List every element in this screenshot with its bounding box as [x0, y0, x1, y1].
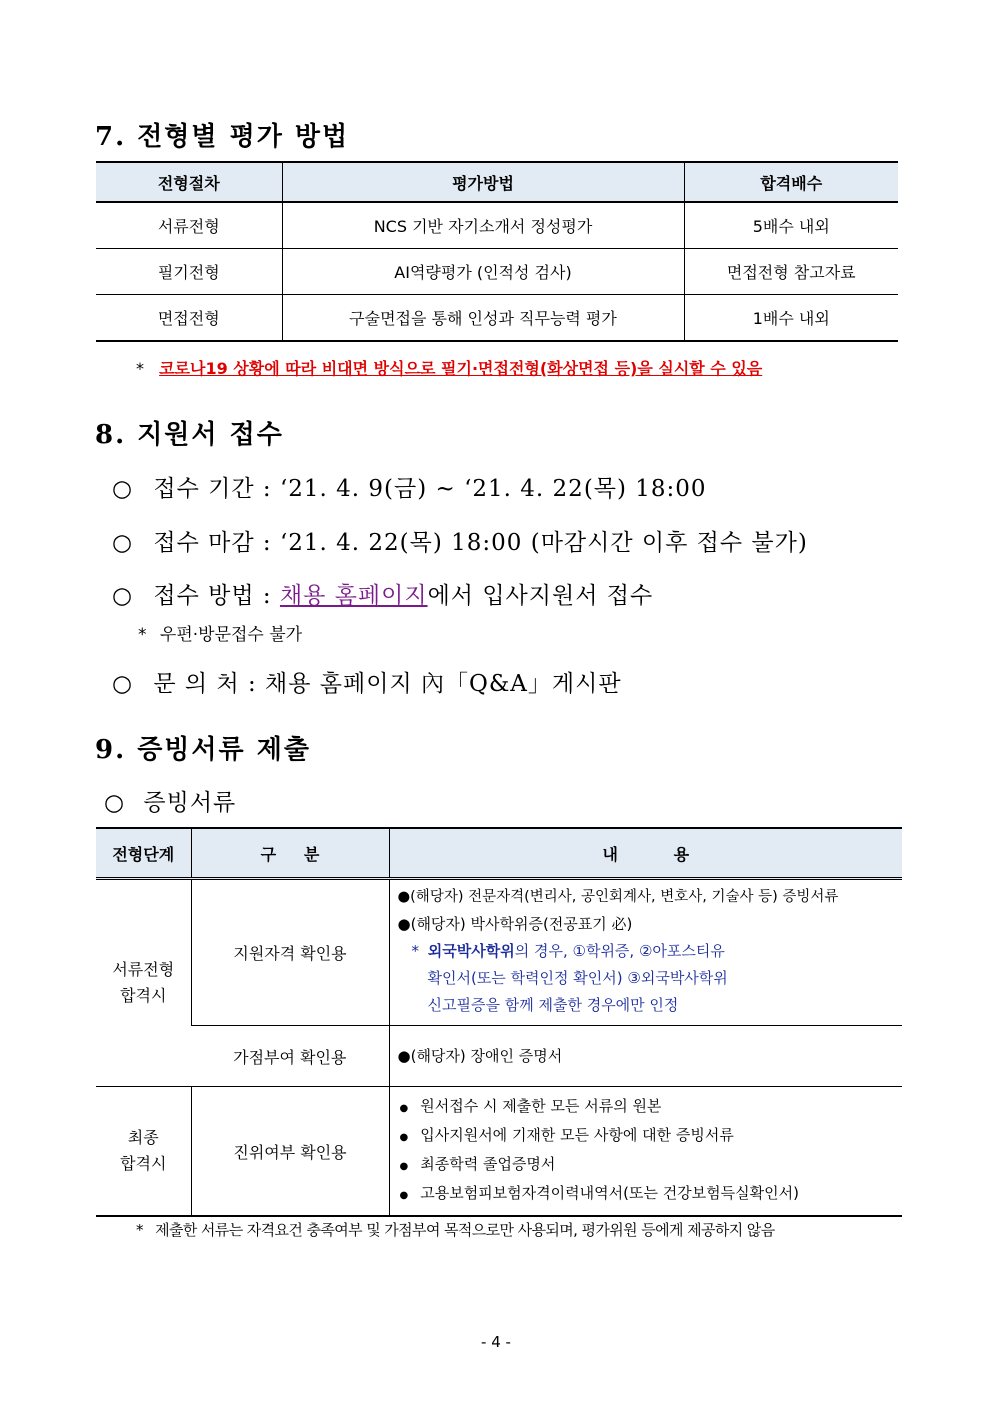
documents-subtitle — [104, 784, 236, 817]
table-row — [96, 249, 898, 295]
table-cell: 1배수 내외 — [684, 295, 898, 342]
table-row — [96, 879, 902, 1026]
section7-title: 7. 전형별 평가 방법 — [95, 122, 350, 152]
postal-note — [138, 620, 302, 645]
content-authenticity — [389, 1087, 902, 1217]
inquiry — [112, 665, 622, 698]
list-item-text: 최종학력 졸업증명서 — [420, 1155, 556, 1173]
table-cell: 면접전형 — [96, 295, 282, 342]
content-qualification — [389, 879, 902, 1026]
list-item-text: 입사지원서에 기재한 모든 사항에 대한 증빙서류 — [420, 1126, 734, 1144]
section8-title: 8. 지원서 접수 — [95, 420, 284, 450]
evaluation-method-table — [96, 161, 898, 342]
list-item-text: 고용보험피보험자격이력내역서(또는 건강보험득실확인서) — [420, 1184, 799, 1202]
table-cell: NCS 기반 자기소개서 정성평가 — [282, 202, 684, 249]
note-mark: * — [136, 359, 144, 378]
category-authenticity: 진위여부 확인용 — [191, 1087, 389, 1217]
list-item — [400, 1122, 897, 1151]
table-header-row — [96, 162, 898, 202]
circle-bullet-icon: ○ — [112, 671, 134, 697]
header-content: 내 용 — [389, 828, 902, 879]
stage-document-pass: 서류전형 합격시 — [96, 879, 191, 1087]
table-header-row — [96, 828, 902, 879]
list-item: ●(해당자) 박사학위증(전공표기 必) — [397, 915, 633, 933]
list-item — [400, 1180, 897, 1209]
circle-bullet-icon: ○ — [112, 530, 134, 556]
table-cell: 면접전형 참고자료 — [684, 249, 898, 295]
application-method-suffix: 에서 입사지원서 접수 — [427, 583, 654, 609]
foreign-degree-line3: 신고필증을 함께 제출한 경우에만 인정 — [427, 996, 679, 1014]
table-cell: 구술면접을 통해 인성과 직무능력 평가 — [282, 295, 684, 342]
application-period — [112, 470, 707, 503]
header-procedure: 전형절차 — [96, 162, 282, 202]
foreign-degree-note — [398, 938, 897, 965]
table-row — [96, 1087, 902, 1217]
header-multiple: 합격배수 — [684, 162, 898, 202]
category-bonus: 가점부여 확인용 — [191, 1026, 389, 1087]
inquiry-text: 문 의 처 : 채용 홈페이지 內「Q&A」게시판 — [153, 671, 622, 697]
circle-bullet-icon: ○ — [112, 583, 134, 609]
table-row — [96, 295, 898, 342]
foreign-degree-line2: 확인서(또는 학력인정 확인서) ③외국박사학위 — [427, 969, 728, 987]
stage-final-pass: 최종 합격시 — [96, 1087, 191, 1217]
foreign-degree-line1: 의 경우, ①학위증, ②아포스티유 — [514, 942, 725, 960]
foreign-degree-bold: 외국박사학위 — [427, 942, 515, 960]
postal-note-text: 우편·방문접수 불가 — [159, 625, 303, 645]
bullet-icon: ● — [399, 1103, 409, 1114]
application-method — [112, 577, 653, 610]
recruitment-homepage-link[interactable]: 채용 홈페이지 — [279, 583, 428, 609]
covid-note-text: 코로나19 상황에 따라 비대면 방식으로 필기·면접전형(화상면접 등)을 실시할 수 있음 — [159, 359, 763, 378]
documents-note — [136, 1219, 775, 1240]
list-item: ●(해당자) 장애인 증명서 — [397, 1046, 563, 1065]
bullet-icon: ● — [399, 1190, 409, 1201]
list-item: ●(해당자) 전문자격(변리사, 공인회계사, 변호사, 기술사 등) 증빙서류 — [397, 889, 839, 905]
table-cell: 5배수 내외 — [684, 202, 898, 249]
content-bonus — [389, 1026, 902, 1087]
bullet-icon: ● — [399, 1161, 409, 1172]
category-qualification: 지원자격 확인용 — [191, 879, 389, 1026]
circle-bullet-icon: ○ — [112, 476, 134, 502]
list-item-text: 원서접수 시 제출한 모든 서류의 원본 — [420, 1097, 662, 1115]
documents-subtitle-text: 증빙서류 — [143, 790, 237, 816]
section9-title: 9. 증빙서류 제출 — [95, 735, 311, 765]
list-item — [400, 1093, 897, 1122]
list-item — [400, 1151, 897, 1180]
application-deadline-text: 접수 마감 : ‘21. 4. 22(목) 18:00 (마감시간 이후 접수 불가) — [153, 530, 808, 556]
table-row — [96, 1026, 902, 1087]
circle-bullet-icon: ○ — [104, 790, 126, 816]
note-mark: * — [138, 625, 147, 645]
application-deadline — [112, 524, 808, 557]
documents-note-text: 제출한 서류는 자격요건 충족여부 및 가점부여 목적으로만 사용되며, 평가위원 등에게 제공하지 않음 — [155, 1221, 775, 1239]
application-period-text: 접수 기간 : ‘21. 4. 9(금) ~ ‘21. 4. 22(목) 18:00 — [153, 476, 707, 502]
application-method-prefix: 접수 방법 : — [153, 583, 280, 609]
table-cell: 필기전형 — [96, 249, 282, 295]
table-row — [96, 202, 898, 249]
note-mark: * — [411, 942, 419, 960]
page-number: - 4 - — [481, 1333, 511, 1351]
note-mark: * — [136, 1221, 143, 1239]
header-category: 구 분 — [191, 828, 389, 879]
header-stage: 전형단계 — [96, 828, 191, 879]
documents-table — [96, 827, 902, 1217]
covid-note — [136, 356, 762, 379]
table-cell: 서류전형 — [96, 202, 282, 249]
bullet-icon: ● — [399, 1132, 409, 1143]
header-method: 평가방법 — [282, 162, 684, 202]
table-cell: AI역량평가 (인적성 검사) — [282, 249, 684, 295]
